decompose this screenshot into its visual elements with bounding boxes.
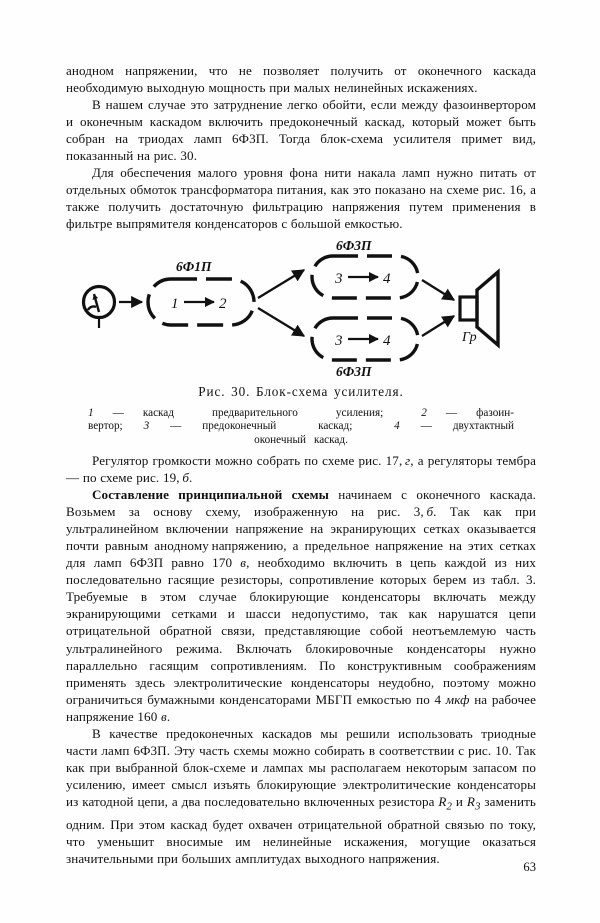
figure-30-legend-line-1: 1 — каскад предварительного усиления; 2 — фазоин- [88, 407, 515, 419]
block-driver-upper-stage-4: 4 [383, 271, 391, 287]
paragraph-anode-voltage: анодном напряжении, что не позволяет получить от оконечного каскада необходимую выходную мощность при малых нелинейных искажениях. [66, 63, 536, 96]
paragraph-phase-inverter: В нашем случае это затруднение легко обойти, если между фазоинвертором и оконечным каскадом включить предоконечный каскад, который может быть собран на триодах ламп 6Ф3П. Тогда блок-схема усилителя примет вид, показанный на рис. 30. [66, 97, 536, 164]
figure-30 [66, 240, 536, 447]
figure-30-legend-line-3: оконечный каскад. [254, 433, 348, 446]
paragraph-schematic-design: Составление принципиальной схемы начинаем с оконечного каскада. Возьмем за основу схему, изображенную на рис. 3, б. Так как при ультралинейном включении напряжение на экранирующих сетках оказывается почти равным анодному напряжению, а предельное напряжение на этих сетках для ламп 6Ф3П равно 170 в, необходимо включить в цепь каждой из них последовательно гасящие резисторы, сопротивление которых берем из табл. 3. Требуемые в этом случае блокирующие конденсаторы включать между экранирующими сетками и шасси недопустимо, так как нарушатся цепи отрицательной обратной связи, представляющие собой неотъемлемую часть ультралинейного режима. Включать блокировочные конденсаторы нужно параллельно гасящим сопротивлениям. По конструктивным соображениям применять здесь электролитические конденсаторы неудобно, поэтому можно ограничиться бумажными конденсаторами МБГП емкостью по 4 мкф на рабочее напряжение 160 в. [66, 487, 537, 724]
block-driver-upper [312, 256, 418, 298]
paragraph-filament-hum: Для обеспечения малого уровня фона нити накала ламп нужно питать от отдельных обмоток трансформатора питания, как это показано на схеме рис. 16, а также получить достаточную фильтрацию напряжения путем применения в фильтре выпрямителя конденсаторов с большой емкостью. [66, 165, 536, 232]
loudspeaker-label: Гр [462, 330, 477, 345]
arrow-preamp-to-driver-lower [258, 308, 304, 336]
figure-30-legend [66, 407, 536, 447]
arrow-preamp-to-driver-upper [258, 270, 304, 298]
block-preamp-stage-2: 2 [219, 296, 227, 312]
paragraph-driver-stages: В качестве предоконечных каскадов мы решили использовать триодные части ламп 6Ф3П. Эту часть схемы можно собирать в соответствии с рис. 10. Так как при выбранной блок-схеме и лампах мы располагаем некоторым запасом по усилению, имеет смысл изъять блокирующие электролитические конденсаторы из катодной цепи, а два последовательно включенных резистора $R_2$ и $R_3$ заменить одним. При этом каскад будет охвачен отрицательной обратной связью по току, что уменьшит вносимые им нелинейные искажения, могущие оказаться значительными при больших амплитудах выходного напряжения. [66, 725, 536, 866]
arrow-driver-upper-to-speaker [422, 280, 454, 300]
block-driver-lower-tube-label: 6Ф3П [336, 364, 372, 379]
block-preamp-stage-1: 1 [171, 296, 179, 312]
block-driver-lower [312, 318, 418, 360]
block-driver-lower-stage-4: 4 [383, 333, 391, 349]
figure-30-diagram [66, 240, 536, 380]
block-preamp [148, 279, 254, 325]
figure-30-legend-line-2: вертор; 3 — предоконечный каскад; 4 — двухтактный [88, 420, 514, 433]
paragraph-volume-control: Регулятор громкости можно собрать по схеме рис. 17, г, а регуляторы тембра — по схеме рис. 19, б. [66, 453, 536, 486]
text-column-top [66, 62, 536, 232]
block-driver-upper-stage-3: 3 [335, 271, 343, 287]
arrow-driver-lower-to-speaker [422, 316, 454, 336]
block-driver-upper-tube-label: 6Ф3П [336, 240, 372, 253]
block-preamp-tube-label: 6Ф1П [176, 259, 212, 274]
pickup-circle-icon [84, 287, 115, 329]
text-column-bottom [66, 452, 536, 867]
block-driver-lower-stage-3: 3 [335, 333, 343, 349]
figure-30-title: Рис. 30. Блок-схема усилителя. [198, 384, 404, 399]
page-number: 63 [523, 860, 536, 874]
